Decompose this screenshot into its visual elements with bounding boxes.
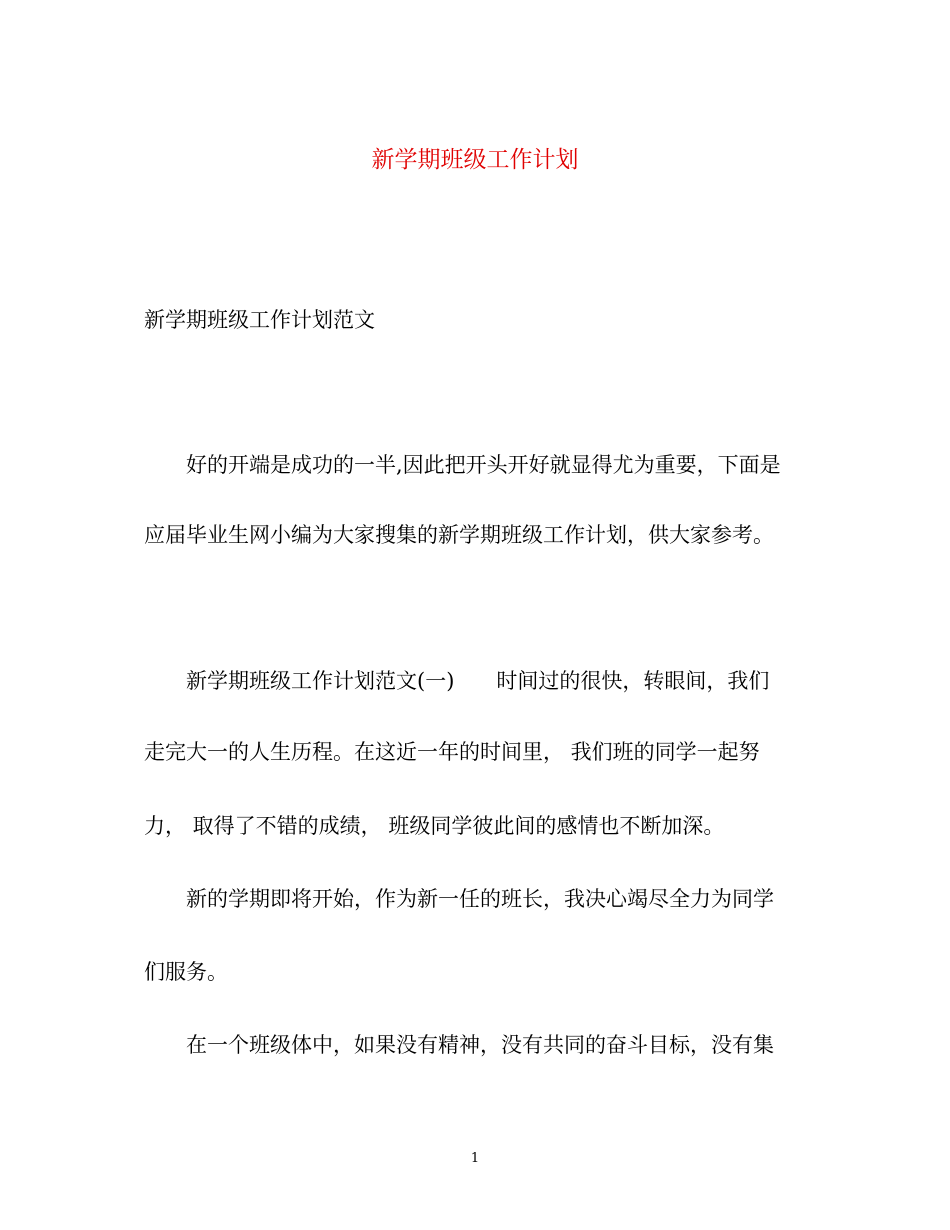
document-subtitle: 新学期班级工作计划范文	[144, 308, 375, 332]
paragraph-line: 走完大一的人生历程。在这近一年的时间里， 我们班的同学一起努	[144, 740, 760, 764]
paragraph-line: 新学期班级工作计划范文(一) 时间过的很快，转眼间，我们	[186, 669, 770, 693]
paragraph-line: 们服务。	[144, 960, 228, 984]
paragraph-line: 应届毕业生网小编为大家搜集的新学期班级工作计划，供大家参考。	[144, 523, 774, 547]
document-title: 新学期班级工作计划	[371, 147, 579, 173]
paragraph-line: 新的学期即将开始，作为新一任的班长，我决心竭尽全力为同学	[186, 887, 774, 911]
paragraph-line: 好的开端是成功的一半,因此把开头开好就显得尤为重要，下面是	[186, 453, 781, 477]
page-number: 1	[470, 1151, 480, 1166]
paragraph-line: 在一个班级体中，如果没有精神，没有共同的奋斗目标，没有集	[186, 1033, 774, 1057]
paragraph-line: 力， 取得了不错的成绩， 班级同学彼此间的感情也不断加深。	[144, 814, 725, 838]
